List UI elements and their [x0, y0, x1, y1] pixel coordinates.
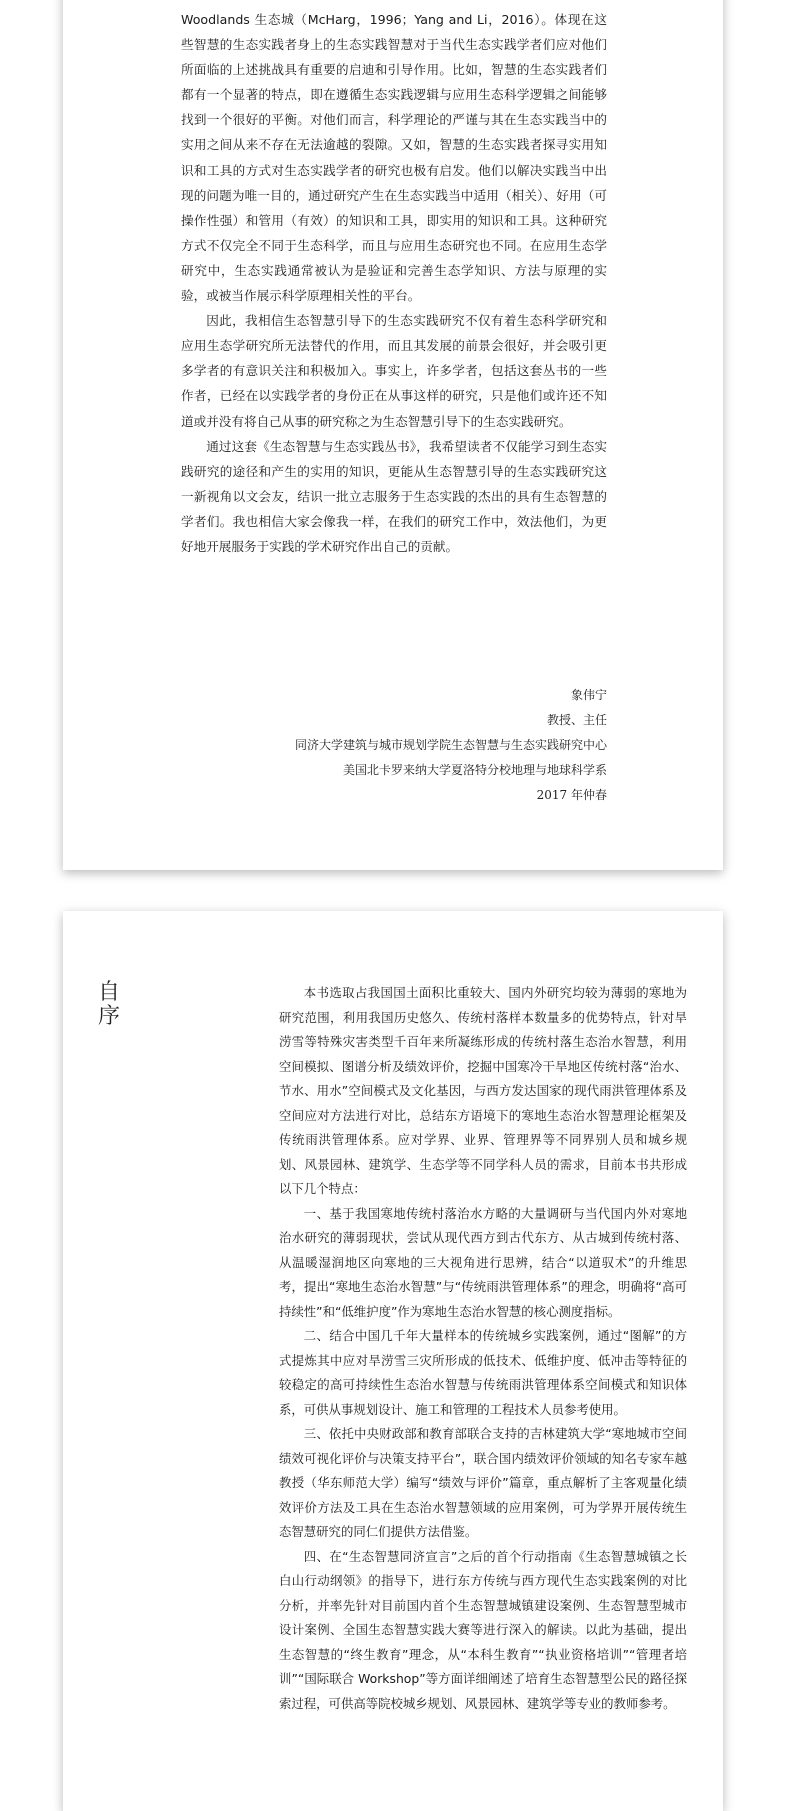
title-char: 自	[98, 980, 121, 1005]
author-name: 象伟宁	[570, 688, 607, 702]
page-title	[98, 981, 122, 1029]
paragraph: 因此，我相信生态智慧引导下的生态实践研究不仅有着生态科学研究和应用生态学研究所无法替代的作用，而且其发展的前景会很好，并会吸引更多学者的有意识关注和积极加入。事实上，许多学者，包括这套丛书的一些作者，已经在以实践学者的身份正在从事这样的研究，只是他们或许还不知道或并没有将自己从事的研究称之为生态智慧引导下的生态实践研究。	[181, 313, 607, 429]
author-title: 教授、主任	[546, 713, 607, 727]
author-affiliation-1: 同济大学建筑与城市规划学院生态智慧与生态实践研究中心	[294, 738, 607, 752]
author-signature	[295, 683, 607, 808]
document-page-1	[63, 0, 723, 870]
author-affiliation-2: 美国北卡罗来纳大学夏洛特分校地理与地球科学系	[342, 763, 607, 777]
paragraph: 本书选取占我国国土面积比重较大、国内外研究均较为薄弱的寒地为研究范围，利用我国历史悠久、传统村落样本数量多的优势特点，针对旱涝雪等特殊灾害类型千百年来所凝练形成的传统村落生态治水智慧，利用空间模拟、图谱分析及绩效评价，挖掘中国寒冷干旱地区传统村落“治水、节水、用水”空间模式及文化基因，与西方发达国家的现代雨洪管理体系及空间应对方法进行对比，总结东方语境下的寒地生态治水智慧理论框架及传统雨洪管理体系。应对学界、业界、管理界等不同界别人员和城乡规划、风景园林、建筑学、生态学等不同学科人员的需求，目前本书共形成以下几个特点：	[279, 985, 687, 1196]
title-char: 序	[98, 1004, 121, 1029]
preface-body-text	[181, 7, 607, 559]
paragraph: 通过这套《生态智慧与生态实践丛书》，我希望读者不仅能学习到生态实践研究的途径和产生的实用的知识，更能从生态智慧引导的生态实践研究这一新视角以文会友，结识一批立志服务于生态实践的杰出的具有生态智慧的学者们。我也相信大家会像我一样，在我们的研究工作中，效法他们，为更好地开展服务于实践的学术研究作出自己的贡献。	[181, 438, 607, 554]
paragraph: 二、结合中国几千年大量样本的传统城乡实践案例，通过“图解”的方式提炼其中应对旱涝雪三灾所形成的低技术、低维护度、低冲击等特征的较稳定的高可持续性生态治水智慧与传统雨洪管理体系空间模式和知识体系，可供从事规划设计、施工和管理的工程技术人员参考使用。	[279, 1328, 687, 1417]
paragraph: 四、在“生态智慧同济宣言”之后的首个行动指南《生态智慧城镇之长白山行动纲领》的指导下，进行东方传统与西方现代生态实践案例的对比分析，并率先针对目前国内首个生态智慧城镇建设案例、生态智慧型城市设计案例、全国生态智慧实践大赛等进行深入的解读。以此为基础，提出生态智慧的“终生教育”理念，从“本科生教育”“执业资格培训”“管理者培训”“国际联合 Workshop”等方面详细阐述了培育生态智慧型公民的路径探索过程，可供高等院校城乡规划、风景园林、建筑学等专业的教师参考。	[279, 1548, 687, 1711]
paragraph: Woodlands 生态城（McHarg，1996；Yang and Li，2016）。体现在这些智慧的生态实践者身上的生态实践智慧对于当代生态实践学者们应对他们所面临的上述挑战具有重要的启迪和引导作用。比如，智慧的生态实践者们都有一个显著的特点，即在遵循生态实践逻辑与应用生态科学逻辑之间能够找到一个很好的平衡。对他们而言，科学理论的严谨与其在生态实践当中的实用之间从来不存在无法逾越的裂隙。又如，智慧的生态实践者探寻实用知识和工具的方式对生态实践学者的研究也极有启发。他们以解决实践当中出现的问题为唯一目的，通过研究产生在生态实践当中适用（相关）、好用（可操作性强）和管用（有效）的知识和工具，即实用的知识和工具。这种研究方式不仅完全不同于生态科学，而且与应用生态研究也不同。在应用生态学研究中，生态实践通常被认为是验证和完善生态学知识、方法与原理的实验，或被当作展示科学原理相关性的平台。	[181, 12, 607, 304]
self-preface-body-text	[279, 981, 687, 1716]
paragraph: 一、基于我国寒地传统村落治水方略的大量调研与当代国内外对寒地治水研究的薄弱现状，尝试从现代西方到古代东方、从古城到传统村落、从温暖湿润地区向寒地的三大视角进行思辨，结合“以道驭术”的升维思考，提出“寒地生态治水智慧”与“传统雨洪管理体系”的理念，明确将“高可持续性”和“低维护度”作为寒地生态治水智慧的核心测度指标。	[279, 1205, 687, 1319]
signature-date: 2017 年仲春	[536, 788, 607, 802]
document-page-2	[63, 911, 723, 1811]
paragraph: 三、依托中央财政部和教育部联合支持的吉林建筑大学“寒地城市空间绩效可视化评价与决策支持平台”，联合国内绩效评价领域的知名专家车越教授（华东师范大学）编写“绩效与评价”篇章，重点解析了主客观量化绩效评价方法及工具在生态治水智慧领域的应用案例，可为学界开展传统生态智慧研究的同仁们提供方法借鉴。	[279, 1426, 687, 1539]
